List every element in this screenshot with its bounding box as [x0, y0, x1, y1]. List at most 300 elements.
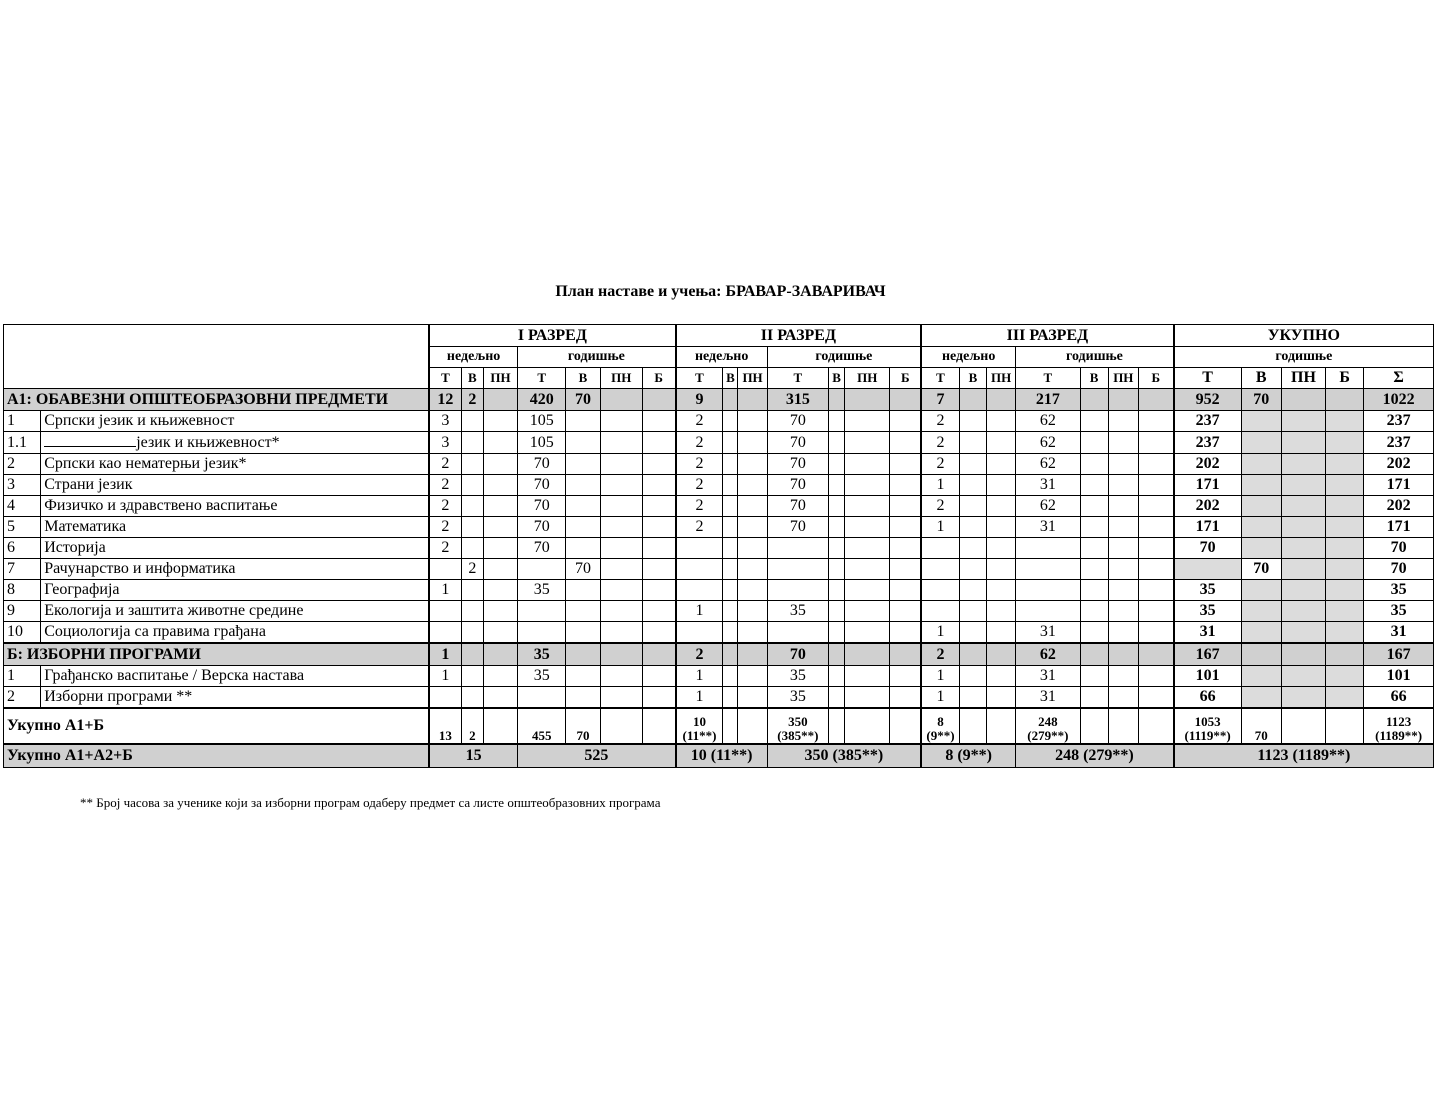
subheader-t: Т: [676, 368, 723, 389]
value-cell: [987, 432, 1016, 454]
value-cell: [723, 580, 738, 601]
value-cell: [959, 643, 986, 666]
subject-row: [4, 454, 1434, 475]
value-cell: [642, 475, 675, 496]
value-cell: [829, 411, 845, 432]
value-cell: 2: [921, 411, 959, 432]
total-a1a2b-row: [4, 744, 1434, 768]
value-cell: 952: [1174, 389, 1241, 411]
value-cell: [1108, 580, 1138, 601]
value-cell: 35: [1174, 580, 1241, 601]
value-cell: 70: [566, 389, 600, 411]
value-cell: [518, 601, 566, 622]
value-cell: [600, 496, 642, 517]
value-cell: [1281, 666, 1325, 687]
value-cell: [738, 643, 767, 666]
value-cell: [921, 601, 959, 622]
value-cell: 171: [1174, 475, 1241, 496]
value-cell: [1326, 580, 1364, 601]
value-cell: 31: [1016, 666, 1080, 687]
value-cell: 70: [518, 496, 566, 517]
value-cell: [845, 496, 890, 517]
value-cell: 70: [767, 454, 828, 475]
value-cell: [1241, 517, 1281, 538]
value-cell: [1138, 538, 1173, 559]
page-title: План наставе и учења: БРАВАР-ЗАВАРИВАЧ: [555, 283, 886, 300]
subject-row: [4, 411, 1434, 432]
value-cell: 315: [767, 389, 828, 411]
value-cell: [642, 559, 675, 580]
subject-number: 9: [4, 601, 41, 622]
value-cell: [600, 687, 642, 709]
value-cell: [1326, 538, 1364, 559]
subject-row: [4, 687, 1434, 709]
value-cell: [1281, 622, 1325, 644]
value-cell: 171: [1174, 517, 1241, 538]
subheader-pn: ПН: [483, 368, 517, 389]
value-cell: [845, 666, 890, 687]
subject-name: Грађанско васпитање / Верска настава: [41, 666, 429, 687]
value-cell: [890, 580, 921, 601]
value-cell: 31: [1364, 622, 1434, 644]
value-cell: 70: [767, 517, 828, 538]
value-cell: [921, 538, 959, 559]
value-cell: [829, 666, 845, 687]
value-cell: [845, 411, 890, 432]
value-cell: [1326, 622, 1364, 644]
value-cell: [890, 643, 921, 666]
value-cell: 248 (279**): [1016, 708, 1080, 744]
subject-name: Географија: [41, 580, 429, 601]
value-cell: 2: [676, 496, 723, 517]
total-value: 525: [518, 744, 676, 768]
value-cell: [959, 538, 986, 559]
value-cell: 1: [429, 666, 461, 687]
value-cell: [1241, 687, 1281, 709]
value-cell: 70: [1364, 559, 1434, 580]
value-cell: [738, 601, 767, 622]
value-cell: [723, 687, 738, 709]
subject-name: Изборни програми **: [41, 687, 429, 709]
value-cell: [1326, 432, 1364, 454]
value-cell: [767, 622, 828, 644]
value-cell: [829, 601, 845, 622]
value-cell: [1281, 601, 1325, 622]
value-cell: [921, 580, 959, 601]
subject-name: Физичко и здравствено васпитање: [41, 496, 429, 517]
value-cell: [723, 559, 738, 580]
value-cell: [1080, 666, 1108, 687]
header-blank: [4, 325, 430, 389]
value-cell: 35: [1364, 580, 1434, 601]
value-cell: [1108, 496, 1138, 517]
subject-number: 10: [4, 622, 41, 644]
value-cell: [1108, 601, 1138, 622]
value-cell: 31: [1016, 622, 1080, 644]
value-cell: [461, 475, 483, 496]
value-cell: [1080, 643, 1108, 666]
value-cell: 8 (9**): [921, 708, 959, 744]
value-cell: [829, 622, 845, 644]
value-cell: [676, 580, 723, 601]
value-cell: [483, 708, 517, 744]
section-label: А1: ОБАВЕЗНИ ОПШТЕОБРАЗОВНИ ПРЕДМЕТИ: [4, 389, 430, 411]
value-cell: [723, 389, 738, 411]
value-cell: [1138, 601, 1173, 622]
value-cell: 70: [767, 475, 828, 496]
subject-row: [4, 601, 1434, 622]
value-cell: [483, 643, 517, 666]
value-cell: [829, 475, 845, 496]
value-cell: [1108, 687, 1138, 709]
value-cell: 9: [676, 389, 723, 411]
value-cell: 2: [461, 708, 483, 744]
weekly-label: недељно: [921, 347, 1016, 368]
value-cell: [483, 496, 517, 517]
value-cell: [987, 666, 1016, 687]
value-cell: [987, 622, 1016, 644]
value-cell: [642, 687, 675, 709]
value-cell: 12: [429, 389, 461, 411]
value-cell: 237: [1364, 432, 1434, 454]
value-cell: [642, 643, 675, 666]
value-cell: [959, 622, 986, 644]
value-cell: [1108, 643, 1138, 666]
value-cell: [1108, 622, 1138, 644]
value-cell: [1080, 708, 1108, 744]
value-cell: 1: [676, 666, 723, 687]
value-cell: [738, 559, 767, 580]
value-cell: [461, 622, 483, 644]
value-cell: 2: [921, 432, 959, 454]
value-cell: [1241, 454, 1281, 475]
value-cell: [987, 475, 1016, 496]
value-cell: [566, 622, 600, 644]
value-cell: [483, 411, 517, 432]
value-cell: [1016, 601, 1080, 622]
value-cell: [566, 580, 600, 601]
value-cell: [738, 496, 767, 517]
value-cell: [959, 496, 986, 517]
value-cell: [1281, 411, 1325, 432]
value-cell: [676, 538, 723, 559]
value-cell: 105: [518, 411, 566, 432]
value-cell: [1138, 475, 1173, 496]
value-cell: [723, 411, 738, 432]
value-cell: [1138, 517, 1173, 538]
value-cell: [600, 559, 642, 580]
value-cell: [1326, 559, 1364, 580]
value-cell: [600, 517, 642, 538]
value-cell: [845, 601, 890, 622]
value-cell: [461, 517, 483, 538]
value-cell: [566, 432, 600, 454]
subject-number: 8: [4, 580, 41, 601]
value-cell: [1080, 454, 1108, 475]
value-cell: 70: [1364, 538, 1434, 559]
subheader-t: Т: [921, 368, 959, 389]
value-cell: [566, 538, 600, 559]
value-cell: [461, 496, 483, 517]
value-cell: [1281, 580, 1325, 601]
subject-number: 3: [4, 475, 41, 496]
value-cell: [642, 517, 675, 538]
value-cell: [1326, 601, 1364, 622]
value-cell: [890, 517, 921, 538]
value-cell: [600, 454, 642, 475]
value-cell: [987, 559, 1016, 580]
value-cell: [642, 666, 675, 687]
value-cell: [845, 538, 890, 559]
value-cell: 35: [767, 666, 828, 687]
value-cell: [600, 538, 642, 559]
value-cell: [738, 389, 767, 411]
value-cell: [890, 622, 921, 644]
value-cell: [1241, 538, 1281, 559]
value-cell: [600, 475, 642, 496]
subject-row: [4, 666, 1434, 687]
value-cell: [1281, 708, 1325, 744]
grade-3-header: III РАЗРЕД: [921, 325, 1174, 347]
value-cell: [738, 666, 767, 687]
subheader-pn: ПН: [1281, 368, 1325, 389]
value-cell: 35: [518, 666, 566, 687]
value-cell: [461, 432, 483, 454]
value-cell: [829, 389, 845, 411]
subject-row: [4, 517, 1434, 538]
value-cell: 70: [767, 643, 828, 666]
value-cell: [1108, 559, 1138, 580]
value-cell: 70: [518, 538, 566, 559]
value-cell: [738, 538, 767, 559]
value-cell: [483, 559, 517, 580]
subject-row: [4, 432, 1434, 454]
value-cell: [890, 687, 921, 709]
value-cell: [738, 454, 767, 475]
value-cell: [1108, 432, 1138, 454]
value-cell: 2: [921, 454, 959, 475]
value-cell: 2: [461, 389, 483, 411]
value-cell: 105: [518, 432, 566, 454]
value-cell: [767, 580, 828, 601]
value-cell: [1016, 538, 1080, 559]
value-cell: 62: [1016, 454, 1080, 475]
subheader-v: В: [1080, 368, 1108, 389]
value-cell: [1281, 559, 1325, 580]
value-cell: [1326, 389, 1364, 411]
value-cell: 35: [767, 601, 828, 622]
value-cell: 167: [1174, 643, 1241, 666]
value-cell: 2: [676, 454, 723, 475]
value-cell: 101: [1364, 666, 1434, 687]
value-cell: [1326, 687, 1364, 709]
value-cell: [987, 411, 1016, 432]
value-cell: [1080, 559, 1108, 580]
total-value: 248 (279**): [1016, 744, 1174, 768]
value-cell: 70: [767, 411, 828, 432]
value-cell: [1138, 666, 1173, 687]
value-cell: [738, 622, 767, 644]
subheader-v: В: [723, 368, 738, 389]
value-cell: [1108, 517, 1138, 538]
value-cell: 35: [518, 580, 566, 601]
value-cell: [987, 389, 1016, 411]
value-cell: 202: [1174, 496, 1241, 517]
value-cell: [483, 687, 517, 709]
value-cell: [723, 643, 738, 666]
value-cell: [987, 538, 1016, 559]
value-cell: [767, 559, 828, 580]
subject-name: Социологија са правима грађана: [41, 622, 429, 644]
total-value: Укупно А1+А2+Б: [4, 744, 430, 768]
subject-name: Страни језик: [41, 475, 429, 496]
subheader-pn: ПН: [738, 368, 767, 389]
yearly-label: годишње: [518, 347, 676, 368]
value-cell: 1: [676, 601, 723, 622]
value-cell: [461, 580, 483, 601]
value-cell: [483, 601, 517, 622]
value-cell: [566, 475, 600, 496]
total-label: Укупно А1+Б: [4, 708, 430, 744]
value-cell: 10 (11**): [676, 708, 723, 744]
value-cell: [959, 517, 986, 538]
subheader-v: В: [566, 368, 600, 389]
subject-number: 2: [4, 687, 41, 709]
value-cell: 237: [1174, 411, 1241, 432]
value-cell: 237: [1174, 432, 1241, 454]
value-cell: [642, 454, 675, 475]
value-cell: [845, 454, 890, 475]
total-value: 350 (385**): [767, 744, 921, 768]
value-cell: [1326, 496, 1364, 517]
value-cell: 2: [429, 454, 461, 475]
value-cell: [845, 687, 890, 709]
value-cell: [1108, 666, 1138, 687]
subject-name: Српски језик и књижевност: [41, 411, 429, 432]
value-cell: 70: [767, 496, 828, 517]
value-cell: [723, 496, 738, 517]
value-cell: 62: [1016, 432, 1080, 454]
value-cell: [1108, 538, 1138, 559]
value-cell: 31: [1016, 517, 1080, 538]
value-cell: [738, 708, 767, 744]
value-cell: [1326, 643, 1364, 666]
footnote: ** Број часова за ученике који за изборни програм одаберу предмет са листе општеобразовних програма: [80, 795, 661, 810]
value-cell: [600, 666, 642, 687]
value-cell: [1241, 666, 1281, 687]
value-cell: [829, 643, 845, 666]
weekly-label: недељно: [429, 347, 518, 368]
value-cell: [1241, 475, 1281, 496]
value-cell: [890, 601, 921, 622]
yearly-label: годишње: [1016, 347, 1174, 368]
value-cell: 70: [1241, 559, 1281, 580]
value-cell: [1241, 432, 1281, 454]
value-cell: [723, 517, 738, 538]
subject-number: 6: [4, 538, 41, 559]
value-cell: [723, 708, 738, 744]
value-cell: [987, 580, 1016, 601]
value-cell: [461, 666, 483, 687]
value-cell: [566, 601, 600, 622]
value-cell: [767, 538, 828, 559]
subheader-t: Т: [429, 368, 461, 389]
value-cell: 1022: [1364, 389, 1434, 411]
subject-name: Рачунарство и информатика: [41, 559, 429, 580]
value-cell: [1138, 432, 1173, 454]
value-cell: 420: [518, 389, 566, 411]
value-cell: [1138, 389, 1173, 411]
value-cell: [566, 454, 600, 475]
value-cell: 1: [921, 517, 959, 538]
subheader-t: Т: [518, 368, 566, 389]
value-cell: [1080, 687, 1108, 709]
value-cell: [829, 687, 845, 709]
value-cell: [1281, 538, 1325, 559]
value-cell: [483, 517, 517, 538]
subheader-b: Б: [1138, 368, 1173, 389]
section-row-b: [4, 643, 1434, 666]
value-cell: 1053 (1119**): [1174, 708, 1241, 744]
value-cell: [1016, 580, 1080, 601]
value-cell: [845, 622, 890, 644]
value-cell: [890, 559, 921, 580]
total-a1b-row: [4, 708, 1434, 744]
value-cell: [461, 687, 483, 709]
subject-row: [4, 622, 1434, 644]
value-cell: [461, 454, 483, 475]
value-cell: [600, 580, 642, 601]
value-cell: [959, 411, 986, 432]
value-cell: [987, 643, 1016, 666]
value-cell: 2: [429, 496, 461, 517]
subject-number: 2: [4, 454, 41, 475]
value-cell: [1241, 580, 1281, 601]
total-header: УКУПНО: [1174, 325, 1434, 347]
subheader-t: Т: [1174, 368, 1241, 389]
value-cell: 2: [676, 411, 723, 432]
value-cell: 70: [518, 454, 566, 475]
value-cell: [987, 601, 1016, 622]
subject-row: [4, 559, 1434, 580]
value-cell: [845, 643, 890, 666]
value-cell: [723, 432, 738, 454]
value-cell: [723, 538, 738, 559]
value-cell: [890, 454, 921, 475]
value-cell: [959, 708, 986, 744]
value-cell: [1281, 496, 1325, 517]
value-cell: [987, 687, 1016, 709]
value-cell: [1281, 389, 1325, 411]
value-cell: [566, 666, 600, 687]
value-cell: [723, 601, 738, 622]
subheader-pn: ПН: [845, 368, 890, 389]
value-cell: 202: [1364, 496, 1434, 517]
value-cell: [642, 411, 675, 432]
value-cell: [829, 432, 845, 454]
value-cell: 217: [1016, 389, 1080, 411]
value-cell: 35: [1174, 601, 1241, 622]
value-cell: [987, 708, 1016, 744]
value-cell: [1326, 411, 1364, 432]
value-cell: 31: [1174, 622, 1241, 644]
value-cell: [566, 517, 600, 538]
value-cell: 31: [1016, 475, 1080, 496]
value-cell: [483, 538, 517, 559]
subheader-t: Т: [1016, 368, 1080, 389]
value-cell: 62: [1016, 496, 1080, 517]
value-cell: [1108, 389, 1138, 411]
